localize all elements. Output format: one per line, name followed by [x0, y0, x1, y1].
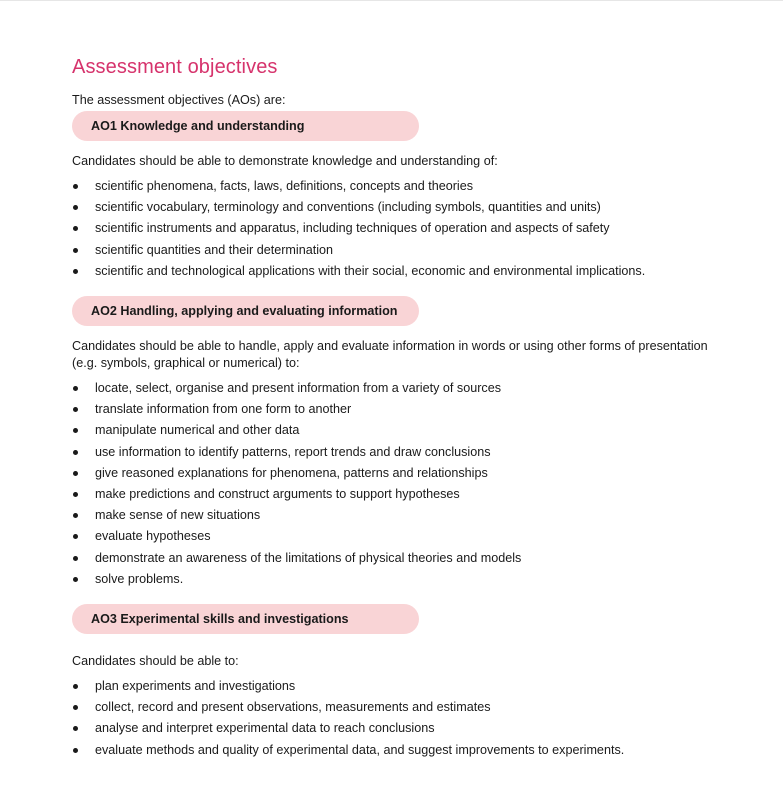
bullet-icon	[73, 226, 78, 231]
list-item-text: evaluate hypotheses	[95, 529, 211, 544]
bullet-icon	[73, 726, 78, 731]
ao3-list	[72, 676, 732, 761]
ao1-section	[72, 111, 732, 282]
list-item-text: scientific phenomena, facts, laws, definitions, concepts and theories	[95, 179, 474, 193]
list-item-text: make predictions and construct arguments to support hypotheses	[95, 487, 460, 502]
list-item-text: analyse and interpret experimental data to reach conclusions	[95, 721, 435, 736]
list-item	[72, 399, 732, 420]
list-item	[72, 218, 732, 239]
list-item-text: plan experiments and investigations	[95, 679, 296, 694]
list-item	[72, 569, 732, 590]
list-item	[72, 718, 732, 739]
ao2-lead: Candidates should be able to handle, apply and evaluate information in words or using other forms of presentation (e.g. symbols, graphical or numerical) to:	[72, 339, 708, 371]
bullet-icon	[73, 269, 78, 274]
ao3-lead: Candidates should be able to:	[72, 654, 239, 669]
bullet-icon	[73, 684, 78, 689]
list-item-text: scientific instruments and apparatus, including techniques of operation and aspects of safety	[95, 221, 610, 236]
list-item	[72, 176, 732, 197]
list-item	[72, 676, 732, 697]
ao2-section	[72, 296, 732, 590]
list-item	[72, 442, 732, 463]
list-item-text: use information to identify patterns, report trends and draw conclusions	[95, 444, 491, 459]
bullet-icon	[73, 513, 78, 518]
list-item	[72, 505, 732, 526]
list-item-text: collect, record and present observations, measurements and estimates	[95, 700, 491, 715]
list-item-text: scientific and technological applications with their social, economic and environmental implications.	[95, 263, 646, 278]
list-item-text: scientific vocabulary, terminology and conventions (including symbols, quantities and units)	[95, 200, 601, 215]
list-item-text: evaluate methods and quality of experimental data, and suggest improvements to experiments.	[95, 742, 625, 757]
bullet-icon	[73, 577, 78, 582]
list-item-text: make sense of new situations	[95, 508, 261, 523]
bullet-icon	[73, 534, 78, 539]
ao1-heading: AO1 Knowledge and understanding	[72, 111, 419, 141]
ao2-list	[72, 378, 732, 590]
list-item-text: manipulate numerical and other data	[95, 423, 300, 438]
bullet-icon	[73, 471, 78, 476]
bullet-icon	[73, 407, 78, 412]
list-item	[72, 240, 732, 261]
bullet-icon	[73, 492, 78, 497]
list-item-text: solve problems.	[95, 571, 184, 586]
list-item	[72, 420, 732, 441]
list-item	[72, 740, 732, 761]
bullet-icon	[73, 748, 78, 753]
bullet-icon	[73, 556, 78, 561]
list-item	[72, 378, 732, 399]
document-page	[72, 56, 732, 761]
bullet-icon	[73, 705, 78, 710]
list-item-text: give reasoned explanations for phenomena, patterns and relationships	[95, 465, 488, 480]
bullet-icon	[73, 386, 78, 391]
list-item-text: translate information from one form to another	[95, 402, 352, 417]
ao1-lead: Candidates should be able to demonstrate knowledge and understanding of:	[72, 154, 498, 168]
ao2-heading: AO2 Handling, applying and evaluating information	[72, 296, 419, 326]
bullet-icon	[73, 450, 78, 455]
ao3-section	[72, 604, 732, 761]
bullet-icon	[73, 184, 78, 189]
list-item	[72, 526, 732, 547]
list-item	[72, 697, 732, 718]
ao1-list	[72, 176, 732, 282]
list-item	[72, 463, 732, 484]
list-item	[72, 261, 732, 282]
bullet-icon	[73, 248, 78, 253]
list-item	[72, 484, 732, 505]
list-item-text: locate, select, organise and present information from a variety of sources	[95, 381, 502, 396]
intro-text: The assessment objectives (AOs) are:	[72, 93, 286, 107]
page-title: Assessment objectives	[72, 56, 278, 78]
bullet-icon	[73, 205, 78, 210]
list-item	[72, 197, 732, 218]
ao3-heading: AO3 Experimental skills and investigations	[72, 604, 419, 634]
list-item-text: demonstrate an awareness of the limitations of physical theories and models	[95, 550, 522, 565]
bullet-icon	[73, 428, 78, 433]
top-divider	[0, 0, 783, 1]
list-item-text: scientific quantities and their determination	[95, 242, 334, 257]
list-item	[72, 548, 732, 569]
